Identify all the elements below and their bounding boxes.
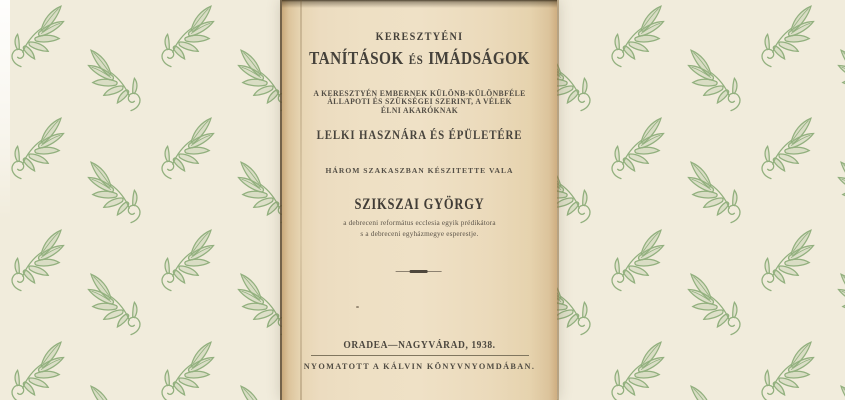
dedication-line: LELKI HASZNÁRA ÉS ÉPÜLETÉRE bbox=[316, 128, 523, 142]
subtitle-line2: ÁLLAPOTI ÉS SZÜKSÉGEI SZERINT, A VÉLEK bbox=[327, 97, 512, 107]
author-description-line2: s a debreceni egyházmegye esperestje. bbox=[360, 229, 479, 238]
author-description-line1: a debreceni református ecclesia egyik prédikátora bbox=[343, 219, 496, 227]
composition-note: HÁROM SZAKASZBAN KÉSZITETTE VALA bbox=[325, 166, 514, 175]
imprint-place-year: ORADEA—NAGYVÁRAD, 1938. bbox=[343, 340, 496, 351]
author-description bbox=[282, 218, 557, 239]
title-connector: ÉS bbox=[408, 52, 424, 67]
title-word-2: IMÁDSÁGOK bbox=[428, 48, 530, 68]
subtitle-line3: ÉLNI AKARÓKNAK bbox=[380, 105, 459, 115]
ink-speck bbox=[356, 306, 359, 308]
book-title-line1: KERESZTYÉNI bbox=[375, 29, 464, 43]
separator-dash-core bbox=[409, 270, 427, 273]
subtitle-line1: A KERESZTYÉN EMBERNEK KÜLÖNB-KÜLÖNBFÉLE bbox=[313, 89, 526, 98]
imprint-rule bbox=[311, 355, 529, 356]
separator-dash bbox=[395, 270, 441, 274]
subtitle-block bbox=[288, 90, 552, 115]
author-name: SZIKSZAI GYÖRGY bbox=[354, 196, 485, 213]
printer-line: NYOMATOTT A KÁLVIN KÖNYVNYOMDÁBAN. bbox=[303, 361, 536, 371]
book-title-line2 bbox=[303, 48, 537, 69]
book-title-page bbox=[282, 0, 557, 400]
title-word-1: TANÍTÁSOK bbox=[309, 48, 404, 68]
